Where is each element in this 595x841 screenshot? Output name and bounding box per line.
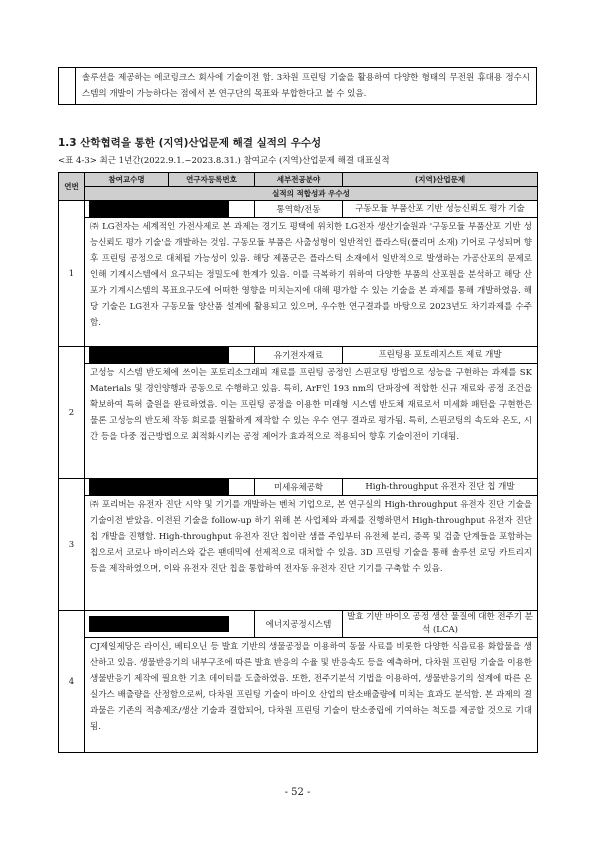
previous-table-fragment — [58, 67, 537, 105]
table-caption: <표 4-3> 최근 1년간(2022.9.1.~2023.8.31.) 참여교수 (지역)산업문제 해결 대표실적 — [58, 156, 390, 166]
fragment-text: 솔루션을 제공하는 에코링크스 회사에 기술이전 함. 3차원 프린팅 기술을 활용하여 다양한 형태의 무전원 휴대용 정수시스템의 개발이 가능하다는 점에서 본 연구단의 목표와 부합한다고 볼 수 있음. — [76, 68, 537, 105]
header-serial: 연번 — [59, 173, 85, 201]
header-professor: 참여교수명 — [85, 173, 169, 187]
table-row-description — [59, 364, 538, 479]
redacted-info — [85, 347, 255, 364]
achievement-description: ㈜ 포리버는 유전자 진단 시약 및 기기를 개발하는 벤처 기업으로, 본 연구실의 High-throughput 유전자 진단 기술을 기술이전 받았음. 이전된 기술을 follow-up 하기 위해 본 사업체와 과제를 진행하면서 High-throughput 유전자 진단칩 개발을 진행함. High-throughput 유전자 진단 칩이란 샘플 주입부터 유전체 분리, 증폭 및 검출 단계들을 포함하는 칩으로서 코로나 바이러스와 같은 팬데믹에 선제적으로 대처할 수 있음. 3D 프린팅 기술을 통해 솔루션 로딩 카트리지 등을 제작하였으며, 이와 유전자 진단 칩을 통합하여 전자동 유전자 진단 기기를 구축할 수 있음. — [85, 496, 538, 611]
redacted-info — [85, 611, 255, 638]
section-heading: 1.3 산학협력을 통한 (지역)산업문제 해결 실적의 우수성 — [58, 137, 322, 149]
redaction-block — [89, 347, 229, 363]
redaction-block — [89, 201, 229, 217]
major-field: 에너지공정시스템 — [255, 611, 343, 638]
table-row — [59, 201, 538, 218]
redacted-info — [85, 479, 255, 496]
row-number: 4 — [59, 611, 85, 753]
major-field: 통역학/전동 — [255, 201, 343, 218]
page-number: - 52 - — [284, 787, 311, 798]
header-suitability: 실적의 적합성과 우수성 — [85, 187, 538, 201]
redaction-block — [89, 479, 229, 495]
achievement-description: 고성능 시스템 반도체에 쓰이는 포토리소그래피 재료를 프린팅 공정인 스핀코팅 방법으로 성능을 구현하는 과제를 SK Materials 및 경인양행과 공동으로 수행하고 있음. 특히, ArF인 193 nm의 단파장에 적합한 신규 재료와 공정 조건을 확보하여 특허 출원을 완료하였음. 이는 프린팅 공정을 이용한 미래형 시스템 반도체 재료로서 미세화 패턴을 구현한은 물론 고성능의 반도체 작동 회로를 원활하게 제작할 수 있는 우수 연구 결과로 평가됨. 특히, 스핀코팅의 속도와 온도, 시간 등을 다중 접근방법으로 최적화시키는 공정 제어가 효과적으로 적용되어 향후 기술이전이 기대됨. — [85, 364, 538, 479]
achievements-table — [58, 172, 538, 753]
header-major: 세부전공분야 — [255, 173, 343, 187]
problem-topic: 프린팅용 포토레지스트 제료 개발 — [343, 347, 538, 364]
achievement-description: ㈜ LG전자는 세계적인 가전사제로 본 과제는 경기도 평택에 위치한 LG전자 생산기술원과 '구동모듈 부품산포 기반 성능신뢰도 평가 기술'을 개발하는 것임. 구동모듈 부품은 사출성형이 일반적인 플라스틱(폴리머 소재) 기어로 구성되며 향후 프린팅 공정으로 대체될 가능성이 있음. 해당 제품군은 플라스틱 소재에서 일반적으로 발생하는 가공산포의 문제로 인해 기계시스템에서 요구되는 정밀도에 한계가 있음. 이를 극복하기 위하여 다양한 부품의 산포원을 분석하고 해당 산포가 기계시스템의 목표요구도에 어떠한 영향을 미치는지에 대해 평가할 수 있는 기술을 본 과제를 통해 개발하였음. 해당 기술은 LG전자 구동모듈 양산품 설계에 활용되고 있으며, 우수한 연구결과를 바탕으로 2023년도 차기과제를 수주함. — [85, 218, 538, 347]
redacted-info — [85, 201, 255, 218]
table-row-description — [59, 496, 538, 611]
row-number: 2 — [59, 347, 85, 479]
table-row — [59, 347, 538, 364]
major-field: 유기전자재료 — [255, 347, 343, 364]
achievement-description: CJ제일제당은 라이신, 베티오닌 등 발효 기반의 생물공정을 이용하여 동물 사료를 비롯한 다양한 식음료용 화합물을 생산하고 있음. 생물반응기의 내부구조에 따른 발효 반응의 수율 및 반응속도 등을 예측하며, 다차원 프린팅 기술을 이용한 생물반응기 제작에 필요한 기초 데이터를 도출하였음. 또한, 전주기분석 기법을 이용하여, 생물반응기의 설계에 따른 온실가스 배출량을 산정함으로써, 다차원 프린팅 기술이 바이오 산업의 탄소배출량에 미치는 효과도 분석함. 본 과제의 결과물은 기존의 적층제조/생산 기술과 결합되어, 다차원 프린팅 기술이 탄소중립에 기여하는 척도를 제공할 것으로 기대됨. — [85, 638, 538, 753]
subheader-row — [59, 187, 538, 201]
row-number: 3 — [59, 479, 85, 611]
fragment-number-cell — [59, 68, 76, 105]
table-row — [59, 611, 538, 638]
table-row — [59, 479, 538, 496]
header-row — [59, 173, 538, 187]
header-problem: (지역)산업문제 — [343, 173, 538, 187]
table-row-description — [59, 638, 538, 753]
problem-topic: 발효 기반 바이오 공정 생산 물질에 대한 전주기 분석 (LCA) — [343, 611, 538, 638]
problem-topic: High-throughput 유전자 진단 칩 개발 — [343, 479, 538, 496]
redaction-block — [89, 616, 229, 632]
header-researcher-id: 연구자등록번호 — [169, 173, 255, 187]
table-row-description — [59, 218, 538, 347]
row-number: 1 — [59, 201, 85, 347]
problem-topic: 구동모듈 부품산포 기반 성능신뢰도 평가 기술 — [343, 201, 538, 218]
major-field: 미세유체공학 — [255, 479, 343, 496]
